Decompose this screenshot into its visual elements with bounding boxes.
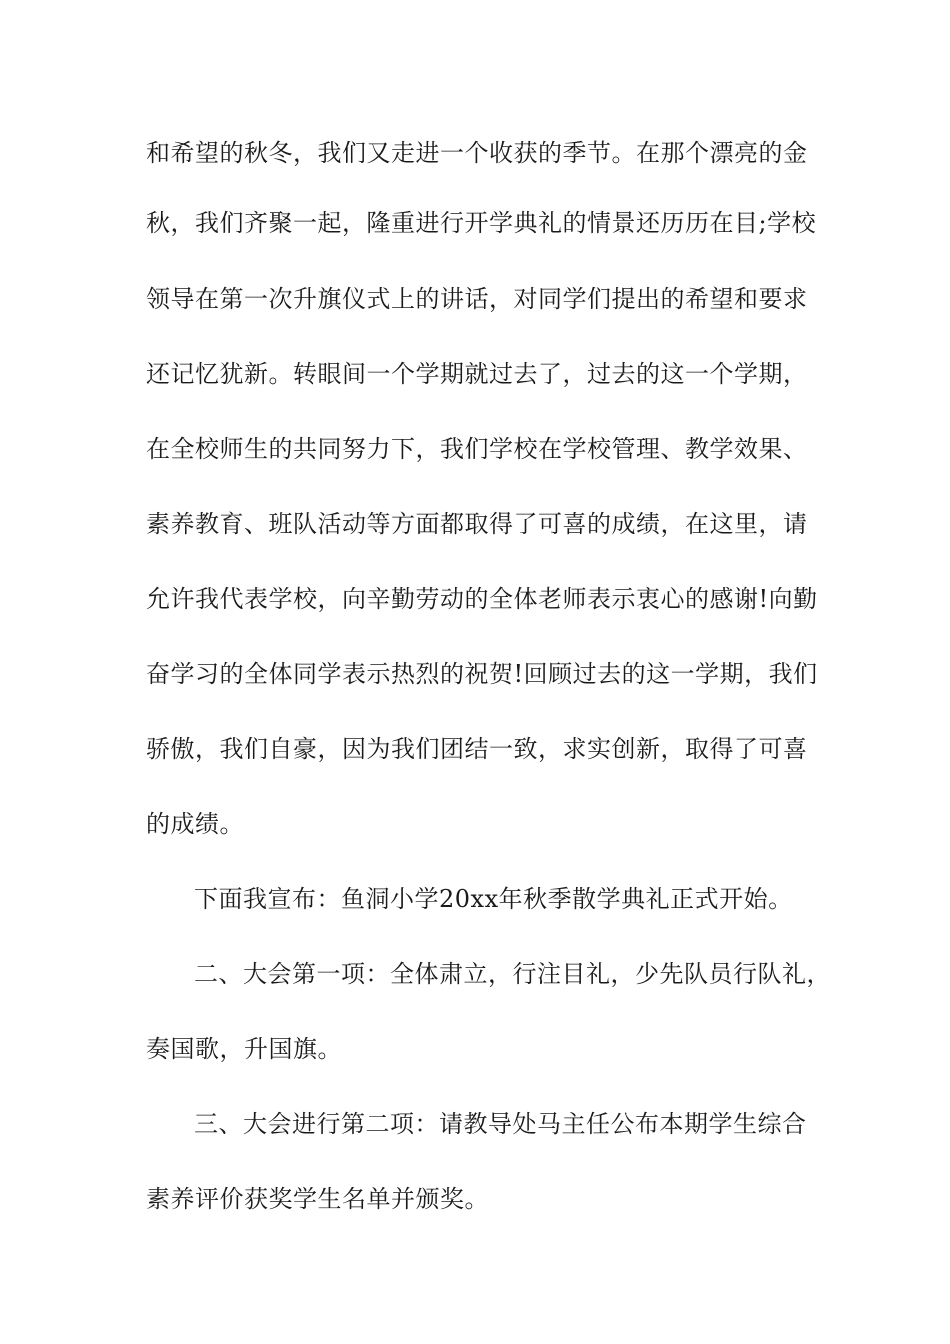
paragraph-item-three: 三、大会进行第二项：请教导处马主任公布本期学生综合 (194, 1110, 807, 1138)
text-line: 在全校师生的共同努力下，我们学校在学校管理、教学效果、 (146, 435, 808, 463)
text-line: 素养评价获奖学生名单并颁奖。 (146, 1185, 489, 1213)
text-line: 允许我代表学校，向辛勤劳动的全体老师表示衷心的感谢!向勤 (146, 585, 818, 613)
text-line: 骄傲，我们自豪，因为我们团结一致，求实创新，取得了可喜 (146, 735, 808, 763)
text-line: 奏国歌，升国旗。 (146, 1035, 342, 1063)
text-line: 还记忆犹新。转眼间一个学期就过去了，过去的这一个学期， (146, 360, 808, 388)
text-line: 领导在第一次升旗仪式上的讲话，对同学们提出的希望和要求 (146, 285, 808, 313)
text-line: 素养教育、班队活动等方面都取得了可喜的成绩，在这里，请 (146, 510, 808, 538)
text-line: 秋，我们齐聚一起，隆重进行开学典礼的情景还历历在目;学校 (146, 209, 817, 237)
paragraph-item-two: 二、大会第一项：全体肃立，行注目礼，少先队员行队礼， (194, 960, 831, 988)
text-line: 和希望的秋冬，我们又走进一个收获的季节。在那个漂亮的金 (146, 139, 808, 167)
text-line: 奋学习的全体同学表示热烈的祝贺!回顾过去的这一学期，我们 (146, 660, 818, 688)
paragraph-announcement: 下面我宣布：鱼洞小学20xx年秋季散学典礼正式开始。 (194, 885, 793, 913)
text-line: 的成绩。 (146, 810, 244, 838)
